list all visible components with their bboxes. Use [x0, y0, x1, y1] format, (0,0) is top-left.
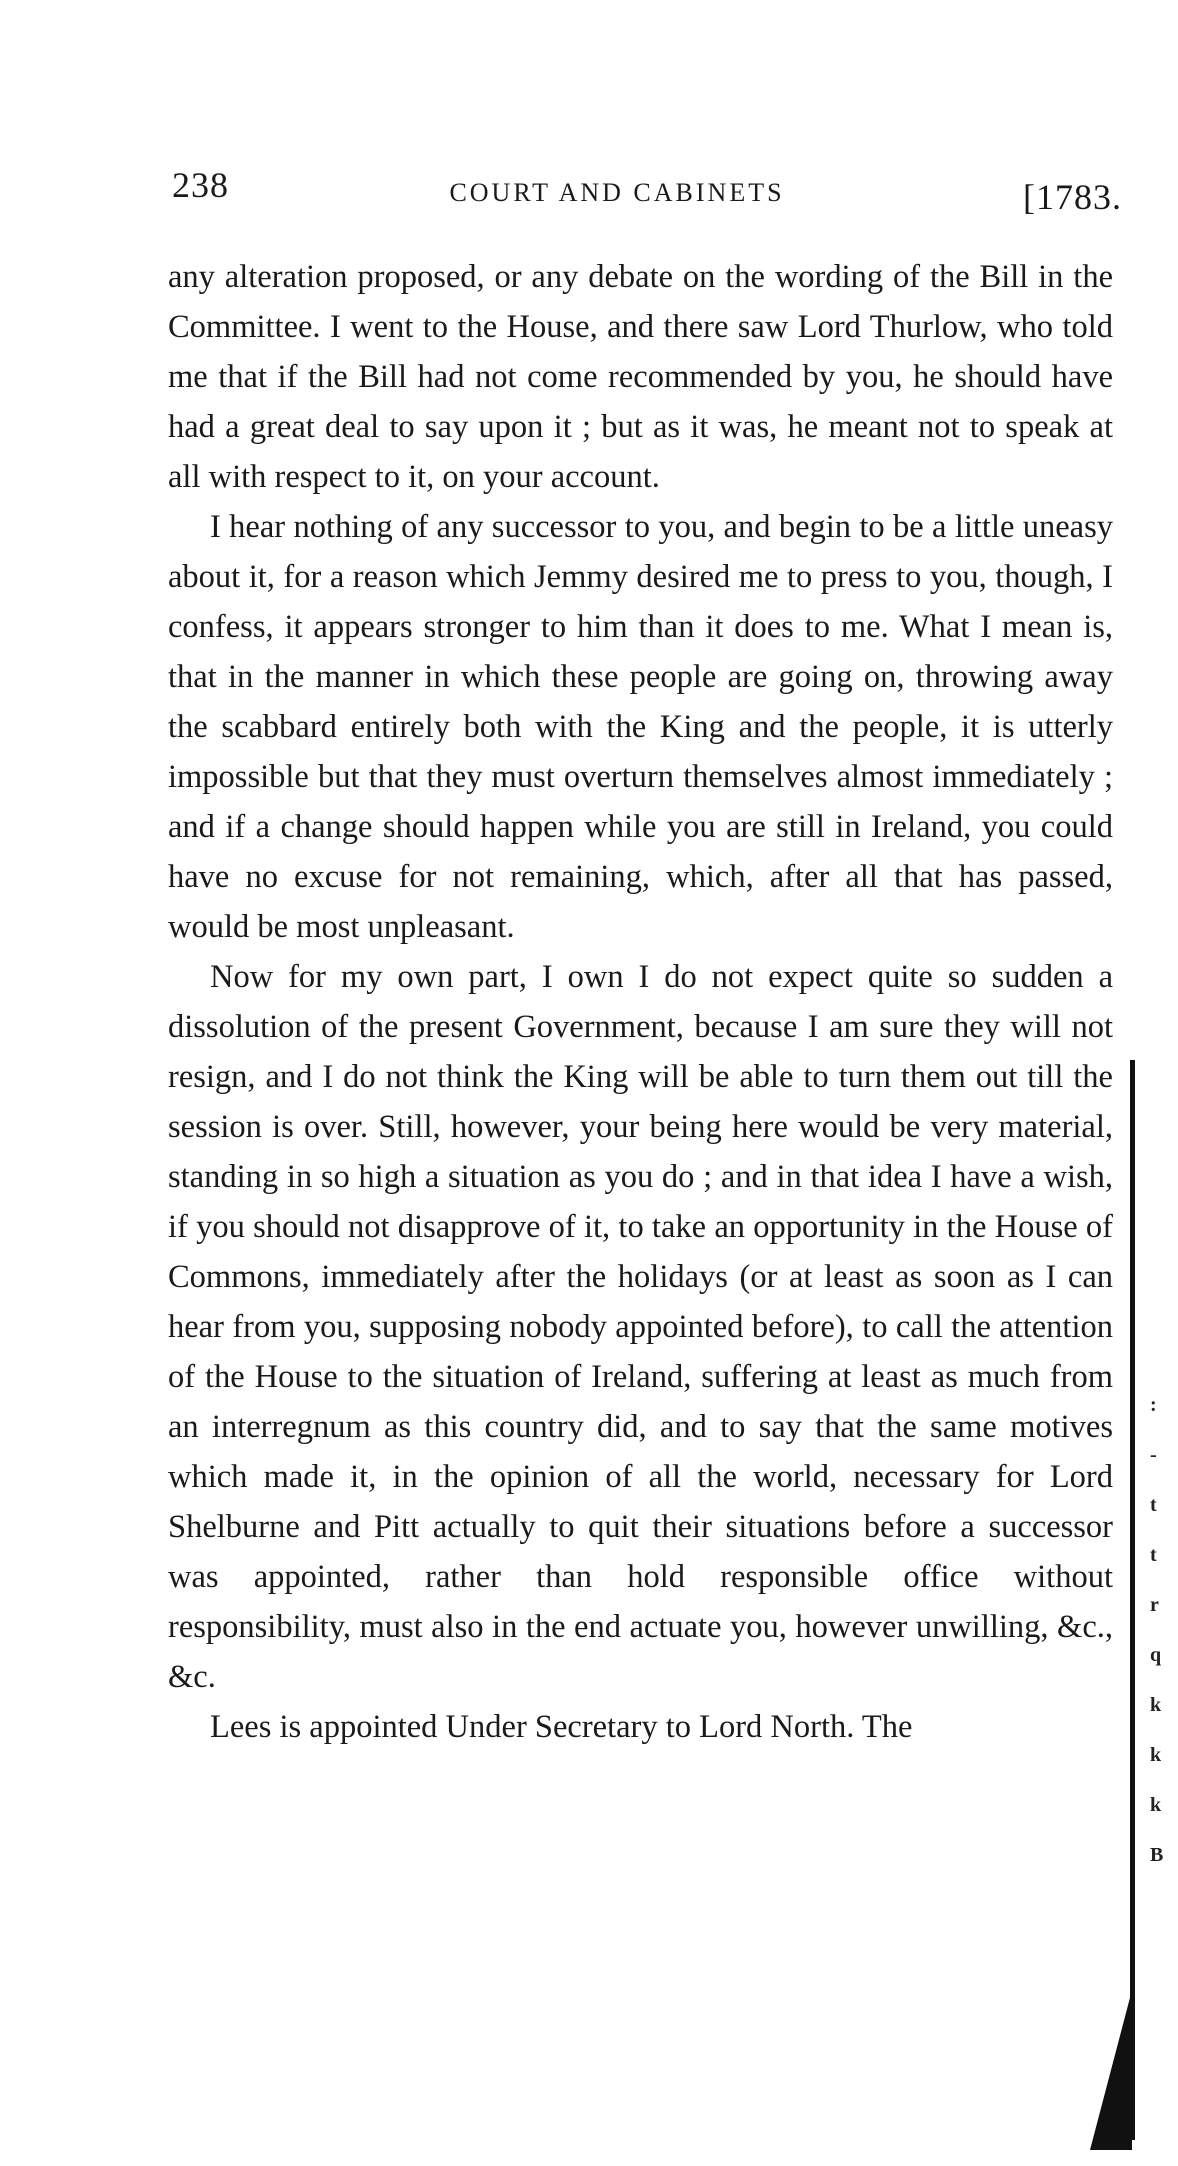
paragraph-4: Lees is appointed Under Secretary to Lord North. The [210, 1709, 913, 1745]
bleed-mark: k [1150, 1694, 1162, 1716]
bleed-mark: r [1150, 1594, 1159, 1616]
bleed-mark: : [1150, 1394, 1157, 1416]
bleed-mark: - [1150, 1444, 1157, 1466]
bleed-mark: t [1150, 1494, 1157, 1516]
body-text [168, 252, 1113, 1752]
bleed-mark: B [1150, 1844, 1164, 1866]
running-year: [1783. [1023, 177, 1122, 217]
facing-page-edge-corner [1090, 1990, 1132, 2150]
running-title: COURT AND CABINETS [449, 178, 785, 207]
paragraph-2: I hear nothing of any successor to you, and begin to be a little uneasy about it, for a reason which Jemmy desired me to press to you, though, I confess, it appears stronger to him than it does to me. What I mean is, that in the manner in which these people are going on, throwing away the scabbard entirely both with the King and the people, it is utterly impossible but that they must overturn themselves almost immediately ; and if a change should happen while you are still in Ireland, you could have no excuse for not remaining, which, after all that has passed, would be most unpleasant. [168, 509, 1113, 945]
bleed-mark: k [1150, 1794, 1162, 1816]
paragraph-3: Now for my own part, I own I do not expect quite so sudden a dissolution of the present Government, because I am sure they will not resign, and I do not think the King will be able to turn them out till the session is over. Still, however, your being here would be very material, standing in so high a situation as you do ; and in that idea I have a wish, if you should not disapprove of it, to take an opportunity in the House of Commons, immediately after the holidays (or at least as soon as I can hear from you, supposing nobody appointed before), to call the attention of the House to the situation of Ireland, suffering at least as much from an interregnum as this country did, and to say that the same motives which made it, in the opinion of all the world, necessary for Lord Shelburne and Pitt actually to quit their situations before a successor was appointed, rather than hold responsible office without responsibility, must also in the end actuate you, however unwilling, &c., &c. [168, 959, 1113, 1695]
page-number: 238 [172, 165, 229, 205]
facing-page-edge [1130, 1060, 1135, 2140]
running-head [172, 162, 1122, 222]
bleed-mark: t [1150, 1544, 1157, 1566]
bleed-mark: k [1150, 1744, 1162, 1766]
paragraph-1: any alteration proposed, or any debate on the wording of the Bill in the Committee. I went to the House, and there saw Lord Thurlow, who told me that if the Bill had not come recommended by you, he should have had a great deal to say upon it ; but as it was, he meant not to speak at all with respect to it, on your account. [168, 259, 1113, 495]
bleed-mark: q [1150, 1644, 1162, 1666]
facing-page-bleed-marks [1150, 1380, 1178, 1880]
